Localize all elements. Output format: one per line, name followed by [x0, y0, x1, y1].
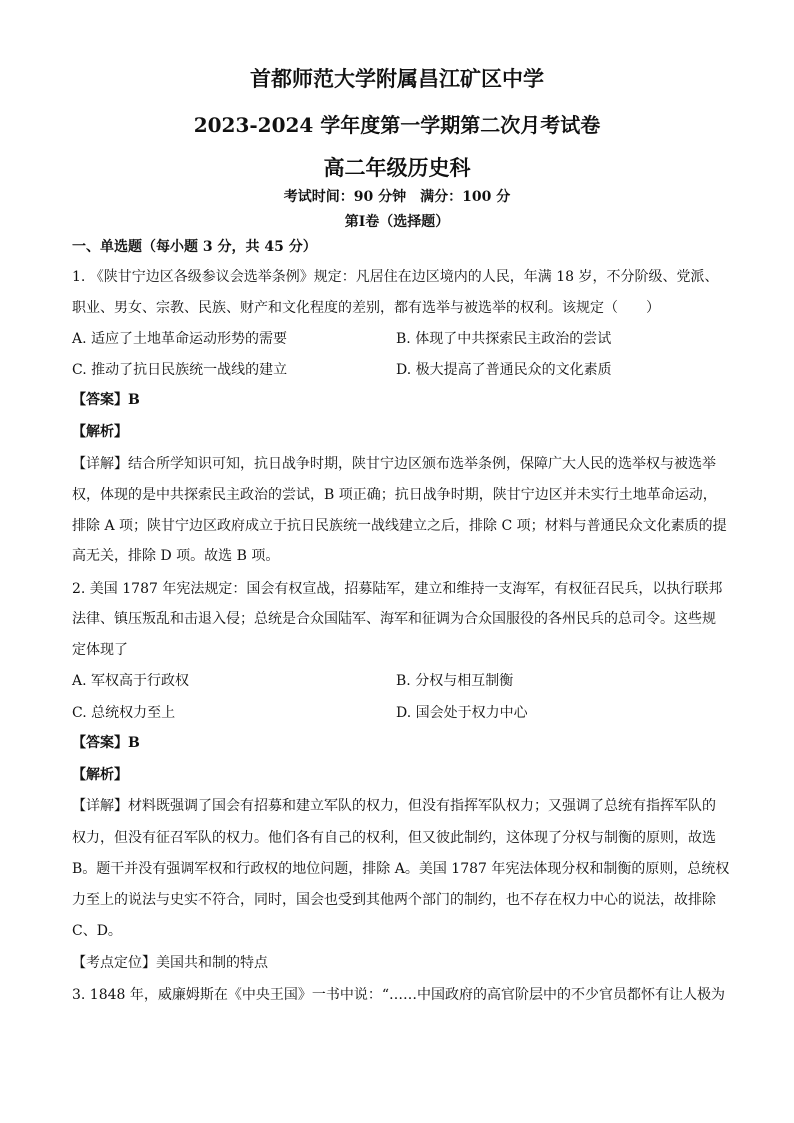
q1-analysis-label: 【解析】	[72, 424, 128, 440]
q1-detail-line: 【详解】结合所学知识可知，抗日战争时期，陕甘宁边区颁布选举条例，保障广大人民的选举权与被选举	[72, 456, 716, 472]
q1-stem-line: 1. 《陕甘宁边区各级参议会选举条例》规定：凡居住在边区境内的人民，年满 18 岁，不分阶级、党派、	[72, 269, 719, 285]
q2-option-a: A. 军权高于行政权	[72, 673, 190, 689]
q2-option-d: D. 国会处于权力中心	[396, 705, 528, 721]
q2-option-c: C. 总统权力至上	[72, 705, 176, 721]
q3-stem-line: 3. 1848 年，威廉姆斯在《中央王国》一书中说：“……中国政府的高官阶层中的不少官员都怀有让人极为	[72, 987, 726, 1003]
q1-stem-line: 职业、男女、宗教、民族、财产和文化程度的差别，都有选举与被选举的权利。该规定（ ）	[72, 300, 660, 316]
section-title: 一、单选题（每小题 3 分，共 45 分）	[72, 239, 317, 255]
q2-detail-line: C、D。	[72, 923, 122, 939]
q1-option-d: D. 极大提高了普通民众的文化素质	[396, 362, 612, 378]
q2-detail-line: 权力，但没有征召军队的权力。他们各有自己的权利，但又彼此制约，这体现了分权与制衡的原则，故选	[72, 830, 716, 846]
q1-detail-line: 权，体现的是中共探索民主政治的尝试，B 项正确；抗日战争时期，陕甘宁边区并未实行土地革命运动，	[72, 487, 717, 503]
q1-option-b: B. 体现了中共探索民主政治的尝试	[396, 331, 612, 347]
q2-detail-line: B。题干并没有强调军权和行政权的地位问题，排除 A。美国 1787 年宪法体现分权和制衡的原则，总统权	[72, 861, 730, 877]
q2-analysis-label: 【解析】	[72, 767, 128, 783]
q2-detail-line: 【详解】材料既强调了国会有招募和建立军队的权力，但没有指挥军队权力；又强调了总统有指挥军队的	[72, 798, 716, 814]
term-title: 2023-2024 学年度第一学期第二次月考试卷	[193, 113, 601, 137]
q1-detail-line: 排除 A 项；陕甘宁边区政府成立于抗日民族统一战线建立之后，排除 C 项；材料与普通民众文化素质的提	[72, 518, 727, 534]
subject-title: 高二年级历史科	[323, 155, 471, 180]
q1-option-a: A. 适应了土地革命运动形势的需要	[72, 331, 288, 347]
q1-option-c: C. 推动了抗日民族统一战线的建立	[72, 362, 288, 378]
q1-detail-line: 高无关，排除 D 项。故选 B 项。	[72, 548, 280, 564]
school-title: 首都师范大学附属昌江矿区中学	[250, 66, 544, 91]
q2-stem-line: 2. 美国 1787 年宪法规定：国会有权宣战，招募陆军，建立和维持一支海军，有权征召民兵，以执行联邦	[72, 581, 723, 597]
q2-option-b: B. 分权与相互制衡	[396, 673, 514, 689]
q2-point: 【考点定位】美国共和制的特点	[72, 955, 268, 971]
q2-stem-line: 定体现了	[72, 642, 128, 658]
q2-stem-line: 法律、镇压叛乱和击退入侵；总统是合众国陆军、海军和征调为合众国服役的各州民兵的总司令。这些规	[72, 611, 716, 627]
q2-detail-line: 力至上的说法与史实不符合，同时，国会也受到其他两个部门的制约，也不存在权力中心的说法，故排除	[72, 892, 716, 908]
volume-title: 第Ⅰ卷（选择题）	[344, 214, 450, 230]
q2-answer: 【答案】B	[72, 735, 140, 751]
exam-meta: 考试时间：90 分钟 满分：100 分	[283, 189, 511, 205]
q1-answer: 【答案】B	[72, 392, 140, 408]
